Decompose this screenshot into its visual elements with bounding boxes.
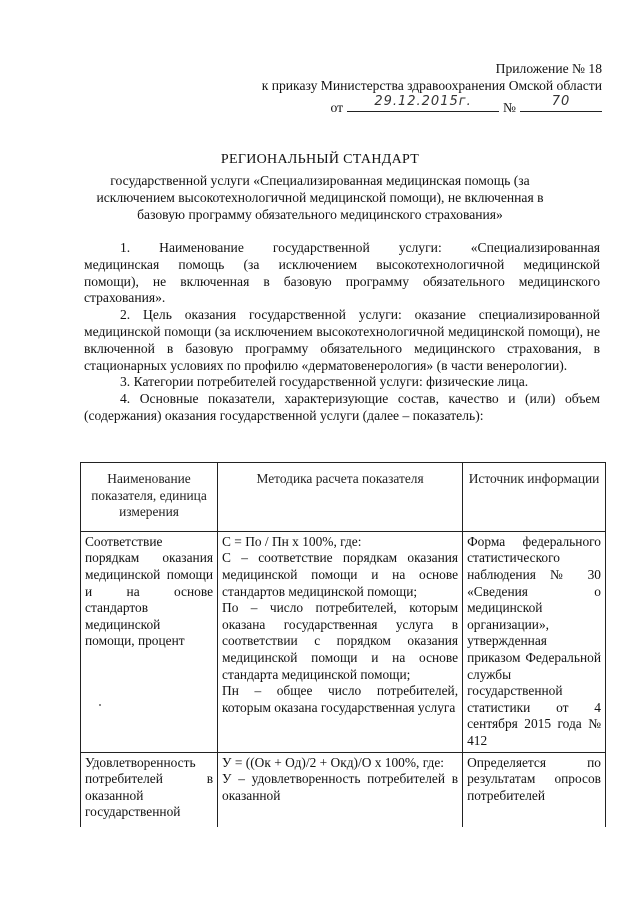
table-row bbox=[81, 752, 606, 827]
formula-definition: По – число потребителей, которым оказана государственная услуга в соответствии с порядком оказания медицинской помощи и на основе стандарта медицинской помощи; bbox=[222, 600, 459, 682]
number-field bbox=[520, 95, 602, 112]
header-information-source: Источник информации bbox=[463, 463, 606, 532]
calculation-method-cell bbox=[218, 531, 463, 752]
formula-definition: Пн – общее число потребителей, которым оказана государственная услуга bbox=[222, 683, 459, 715]
paragraph-service-name: 1. Наименование государственной услуги: «Специализированная медицинская помощь (за исключением высокотехнологичной медицинской помощи), не включенная в базовую программу обязательного медицинского страхования». bbox=[84, 240, 600, 306]
information-source: Форма федерального статистического наблюдения № 30 «Сведения о медицинской организации», утвержденная приказом Федеральной службы государственной статистики от 4 сентября 2015 года № 412 bbox=[467, 533, 601, 748]
table-row bbox=[81, 531, 606, 752]
information-source: Определяется по результатам опросов потребителей bbox=[467, 754, 601, 803]
formula-definition: С – соответствие порядкам оказания медицинской помощи и на основе стандартов медицинской помощи; bbox=[222, 550, 459, 599]
formula-line: У = ((Ок + Од)/2 + Окд)/О х 100%, где: bbox=[222, 754, 444, 770]
date-field bbox=[347, 95, 499, 112]
calculation-method-cell bbox=[218, 752, 463, 827]
paragraph-service-goal: 2. Цель оказания государственной услуги: оказание специализированной медицинской помощи (за исключением высокотехнологичной медицинской помощи), не включенной в базовую программу обязательного медицинского страхования, в стационарных условиях по профилю «дерматовенерология» (в части венерологии). bbox=[84, 307, 600, 373]
header-calculation-method: Методика расчета показателя bbox=[218, 463, 463, 532]
number-prefix: № bbox=[503, 100, 516, 115]
scan-speck bbox=[99, 704, 101, 706]
appendix-header bbox=[202, 60, 602, 116]
indicator-name-cell bbox=[81, 531, 218, 752]
date-prefix: от bbox=[330, 100, 344, 115]
indicator-name-cell bbox=[81, 752, 218, 827]
appendix-number: Приложение № 18 bbox=[495, 61, 602, 76]
formula-definition: У – удовлетворенность потребителей в оказанной bbox=[222, 771, 459, 803]
information-source-cell bbox=[463, 531, 606, 752]
indicators-table bbox=[80, 462, 606, 827]
order-date-line bbox=[202, 95, 602, 116]
subtitle-line: исключением высокотехнологичной медицинской помощи), не включенная в bbox=[96, 190, 544, 205]
formula-line: С = По / Пн х 100%, где: bbox=[222, 533, 362, 549]
document-subtitle bbox=[90, 172, 550, 223]
handwritten-number: 70 bbox=[551, 94, 571, 109]
subtitle-line: государственной услуги «Специализированная медицинская помощь (за bbox=[110, 173, 530, 188]
document-body bbox=[84, 240, 600, 425]
indicator-name: Соответствие порядкам оказания медицинской помощи и на основе стандартов медицинской помощи, процент bbox=[85, 533, 214, 649]
document-title: РЕГИОНАЛЬНЫЙ СТАНДАРТ bbox=[220, 152, 420, 167]
indicator-name: Удовлетворенность потребителей в оказанной государственной bbox=[85, 754, 214, 820]
paragraph-consumer-categories: 3. Категории потребителей государственной услуги: физические лица. bbox=[120, 374, 529, 390]
paragraph-main-indicators: 4. Основные показатели, характеризующие состав, качество и (или) объем (содержания) оказания государственной услуги (далее – показатель): bbox=[84, 391, 600, 423]
subtitle-line: базовую программу обязательного медицинского страхования» bbox=[137, 207, 503, 222]
information-source-cell bbox=[463, 752, 606, 827]
header-indicator-name: Наименование показателя, единица измерения bbox=[81, 463, 218, 532]
table-header-row bbox=[81, 463, 606, 532]
order-reference: к приказу Министерства здравоохранения Омской области bbox=[261, 78, 602, 93]
handwritten-date: 29.12.2015г. bbox=[374, 94, 472, 109]
